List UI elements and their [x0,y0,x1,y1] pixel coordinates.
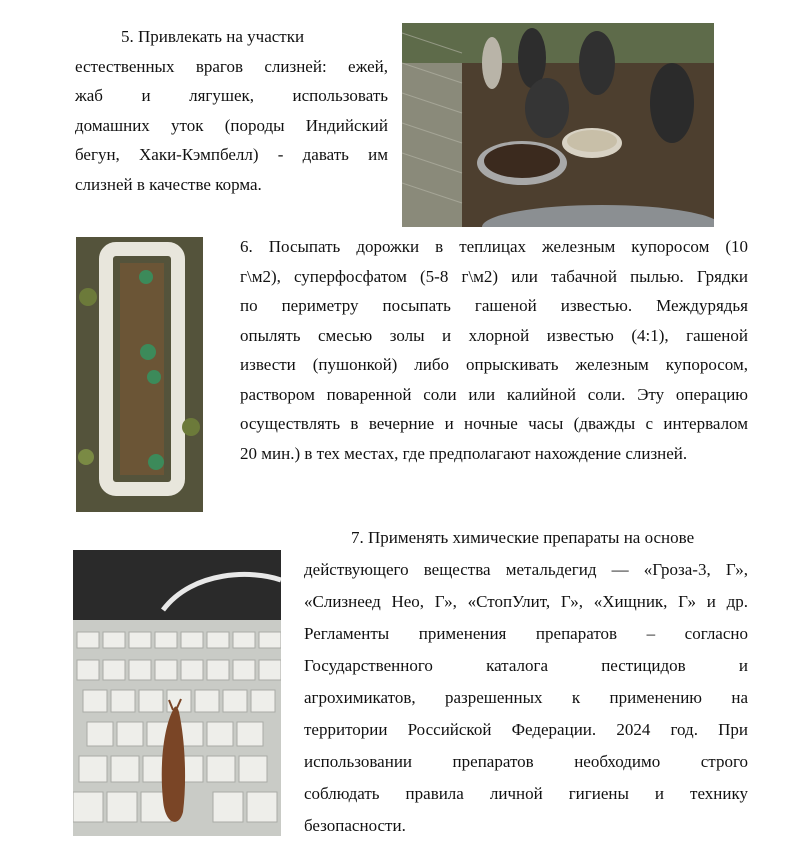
s6-line-8: 20 мин.) в тех местах, где предполагают нахождение слизней. [240,443,688,463]
s7-line-4: Регламенты применения препаратов – согласно [304,624,748,643]
s6-line-1: 6. Посыпать дорожки в теплицах железным купоросом (10 [240,237,748,256]
s7-line-10: безопасности. [304,816,406,835]
s7-line-8: использовании препаратов необходимо строго [304,752,748,771]
s6-line-2: г\м2), суперфосфатом (5-8 г\м2) или табачной пылью. Грядки [240,266,748,286]
section-5-text [75,22,388,199]
section-6-text [240,232,748,468]
keyboard-photo [73,550,281,836]
s6-line-3: по периметру посыпать гашеной известью. Междурядья [240,296,748,315]
s5-line-4: домашних уток (породы Индийский [75,115,388,135]
s6-line-6: раствором поваренной соли или калийной соли. Эту операцию [240,384,748,404]
s5-line-3: жаб и лягушек, использовать [75,86,388,105]
s7-line-2: действующего вещества метальдегид — «Гроза-3, Г», [304,560,748,579]
s7-line-9: соблюдать правила личной гигиены и технику [304,784,748,803]
garden-bed-photo [76,237,203,512]
section-7-text [304,522,748,842]
s7-line-5: Государственного каталога пестицидов и [304,656,748,675]
s7-line-7: территории Российской Федерации. 2024 год. При [304,720,748,739]
s5-line-6: слизней в качестве корма. [75,174,262,194]
s7-line-6: агрохимикатов, разрешенных к применению на [304,688,748,707]
s7-line-3: «Слизнеед Нео, Г», «СтопУлит, Г», «Хищник, Г» и др. [304,592,748,611]
ducks-photo [402,23,714,227]
s7-line-1: 7. Применять химические препараты на основе [351,528,695,547]
s6-line-7: осуществлять в вечерние и ночные часы (дважды с интервалом [240,414,748,433]
s5-line-2: естественных врагов слизней: ежей, [75,56,388,76]
s5-line-1: 5. Привлекать на участки [121,27,305,46]
s5-line-5: бегун, Хаки-Кэмпбелл) - давать им [75,145,388,164]
s6-line-4: опылять смесью золы и хлорной известью (4:1), гашеной [240,325,748,345]
s6-line-5: извести (пушонкой) либо опрыскивать железным купоросом, [240,355,748,374]
